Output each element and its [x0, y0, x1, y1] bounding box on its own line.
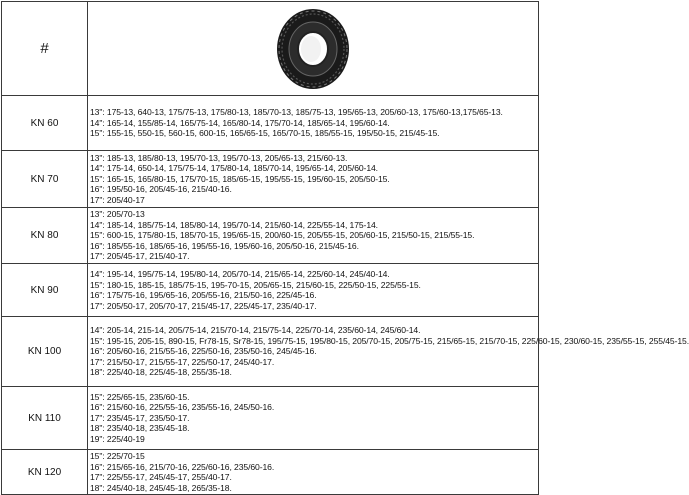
tire-size-line: 16": 215/60-16, 225/55-16, 235/55-16, 245/50-16. — [90, 402, 275, 413]
tire-size-line: 14": 205-14, 215-14, 205/75-14, 215/70-14, 215/75-14, 225/70-14, 235/60-14, 245/60-14. — [90, 325, 421, 336]
tire-size-line: 17": 235/45-17, 235/50-17. — [90, 412, 190, 423]
tire-size-line: 17": 205/50-17, 205/70-17, 215/45-17, 225/45-17, 235/40-17. — [90, 300, 317, 311]
chain-model-code: KN 60 — [2, 96, 88, 151]
tire-icon — [268, 4, 358, 94]
tire-size-line: 15": 225/65-15, 235/60-15. — [90, 391, 190, 402]
table-row — [2, 151, 539, 208]
tire-image-cell — [88, 2, 539, 96]
tire-sizes-cell — [88, 317, 689, 387]
chain-model-code: KN 110 — [2, 387, 88, 450]
header-row — [2, 2, 539, 96]
tire-size-line: 15": 195-15, 205-15, 890-15, Fr78-15, Sr78-15, 195/75-15, 195/80-15, 205/70-15, 205/75-15, 215/65-15, 215/70-15, 225/60-15, 230/60-15, 235/55-15, 255/45-15. — [90, 335, 689, 346]
tire-sizes-cell — [88, 96, 539, 151]
table-row — [2, 208, 539, 264]
tire-size-line: 18": 245/40-18, 245/45-18, 265/35-18. — [90, 482, 232, 493]
chain-model-code: KN 90 — [2, 264, 88, 317]
table-body — [2, 2, 689, 495]
tire-size-line: 16": 185/55-16, 185/65-16, 195/55-16, 195/60-16, 205/50-16, 215/45-16. — [90, 240, 359, 251]
tire-size-line: 17": 225/55-17, 245/45-17, 255/40-17. — [90, 472, 232, 482]
chain-model-code: KN 70 — [2, 151, 88, 208]
table-row — [2, 387, 539, 450]
tire-sizes-cell — [88, 264, 539, 317]
tire-size-line: 17": 215/50-17, 215/55-17, 225/50-17, 245/40-17. — [90, 356, 275, 367]
chain-model-code: KN 120 — [2, 450, 88, 495]
table-row — [2, 317, 539, 387]
tire-size-line: 16": 195/50-16, 205/45-16, 215/40-16. — [90, 184, 232, 195]
tire-size-line: 18": 225/40-18, 225/45-18, 255/35-18. — [90, 367, 232, 378]
tire-size-line: 13": 205/70-13 — [90, 209, 145, 220]
tire-icon-graphic — [277, 9, 349, 89]
tire-sizes-cell — [88, 208, 539, 264]
tire-size-table — [1, 1, 689, 495]
tire-size-line: 15": 225/70-15 — [90, 451, 145, 461]
tire-size-line: 17": 205/45-17, 215/40-17. — [90, 251, 190, 262]
table-row — [2, 450, 539, 495]
tire-size-line: 14": 185-14, 185/75-14, 185/80-14, 195/70-14, 215/60-14, 225/55-14, 175-14. — [90, 219, 378, 230]
hash-header: # — [2, 2, 88, 96]
tire-size-line: 15": 180-15, 185-15, 185/75-15, 195-70-15, 205/65-15, 215/60-15, 225/50-15, 225/55-15. — [90, 279, 421, 290]
tire-size-line: 17": 205/40-17 — [90, 194, 145, 205]
tire-size-line: 18": 235/40-18, 235/45-18. — [90, 423, 190, 434]
tire-sizes-cell — [88, 387, 539, 450]
tire-size-line: 15": 600-15, 175/80-15, 185/70-15, 195/65-15, 200/60-15, 205/55-15, 205/60-15, 215/50-15, 215/55-15. — [90, 230, 475, 241]
tire-size-line: 14": 175-14, 650-14, 175/75-14, 175/80-14, 185/70-14, 195/65-14, 205/60-14. — [90, 163, 378, 174]
tire-size-line: 14": 165-14, 155/85-14, 165/75-14, 165/80-14, 175/70-14, 185/65-14, 195/60-14. — [90, 117, 390, 128]
tire-size-line: 15": 165-15, 165/80-15, 175/70-15, 185/65-15, 195/55-15, 195/60-15, 205/50-15. — [90, 173, 390, 184]
tire-size-line: 16": 175/75-16, 195/65-16, 205/55-16, 215/50-16, 225/45-16. — [90, 290, 317, 300]
tire-size-line: 16": 215/65-16, 215/70-16, 225/60-16, 235/60-16. — [90, 461, 275, 472]
tire-size-line: 14": 195-14, 195/75-14, 195/80-14, 205/70-14, 215/65-14, 225/60-14, 245/40-14. — [90, 269, 390, 279]
tire-sizes-cell — [88, 450, 539, 495]
tire-size-line: 15": 155-15, 550-15, 560-15, 600-15, 165/65-15, 165/70-15, 185/55-15, 195/50-15, 215/45-15. — [90, 128, 440, 139]
table-row — [2, 264, 539, 317]
tire-size-line: 19": 225/40-19 — [90, 433, 145, 444]
tire-size-line: 13": 175-13, 640-13, 175/75-13, 175/80-13, 185/70-13, 185/75-13, 195/65-13, 205/60-13, 175/60-13,175/65-13. — [90, 107, 503, 118]
chain-model-code: KN 100 — [2, 317, 88, 387]
chain-model-code: KN 80 — [2, 208, 88, 264]
tire-sizes-cell — [88, 151, 539, 208]
tire-size-line: 13": 185-13, 185/80-13, 195/70-13, 195/70-13, 205/65-13, 215/60-13. — [90, 152, 348, 163]
tire-size-line: 16": 205/60-16, 215/55-16, 225/50-16, 235/50-16, 245/45-16. — [90, 346, 317, 357]
table-row — [2, 96, 539, 151]
